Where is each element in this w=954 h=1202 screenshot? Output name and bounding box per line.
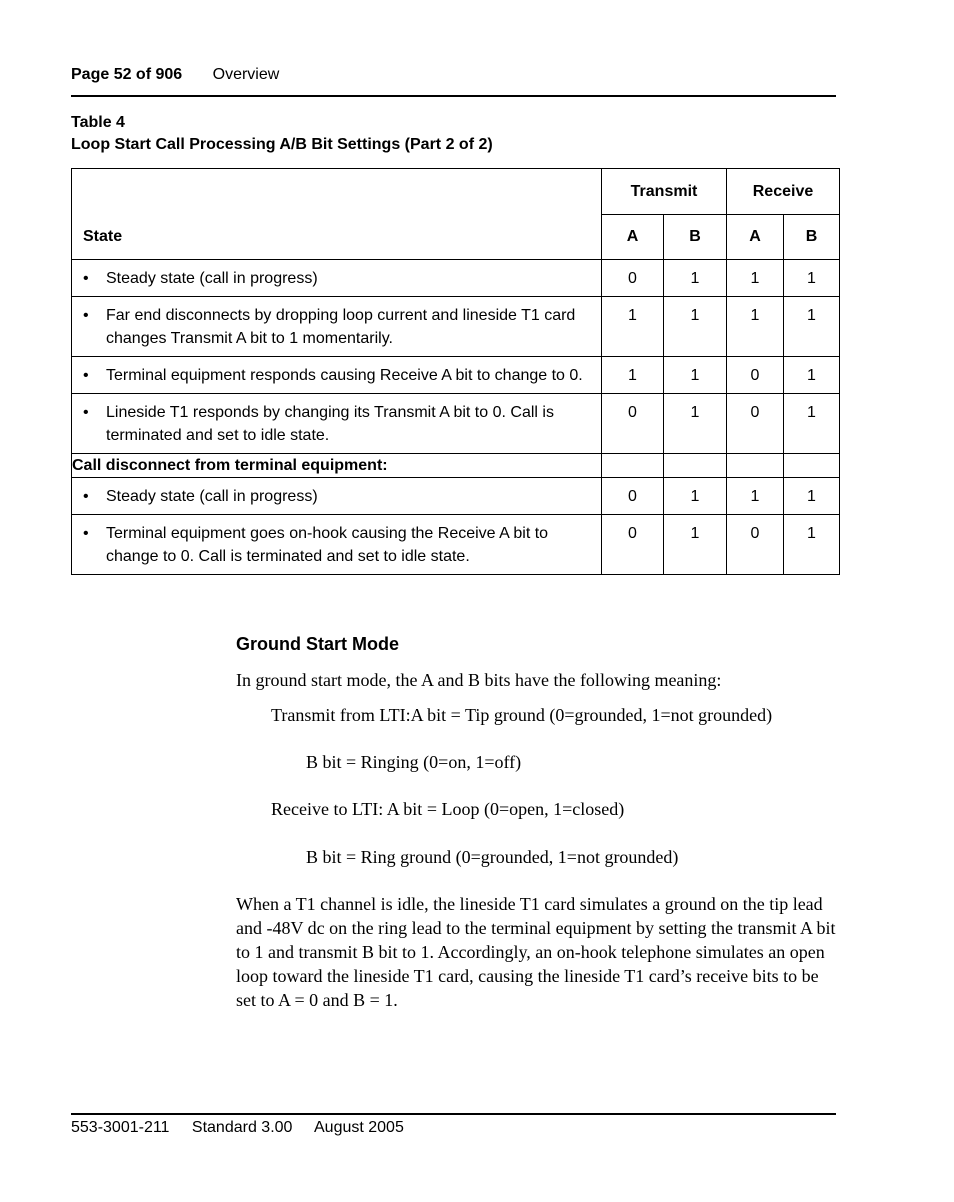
state-text: Terminal equipment responds causing Receive A bit to change to 0. [106, 367, 583, 384]
bit-value: 1 [664, 394, 727, 454]
bit-value: 0 [602, 478, 664, 515]
header-rule [71, 95, 836, 97]
state-text: Steady state (call in progress) [106, 488, 318, 505]
col-header-bit: B [664, 215, 727, 260]
section-label: Call disconnect from terminal equipment: [72, 454, 602, 478]
table-title: Loop Start Call Processing A/B Bit Settings (Part 2 of 2) [71, 136, 493, 153]
bit-value: 1 [664, 260, 727, 297]
page-header [71, 66, 279, 84]
bit-value: 0 [602, 515, 664, 575]
state-text: Steady state (call in progress) [106, 270, 318, 287]
table-row: • Steady state (call in progress) 0 1 1 1 [72, 260, 840, 297]
bit-value: 0 [727, 357, 784, 394]
table-number: Table 4 [71, 114, 125, 131]
table-row: • Steady state (call in progress) 0 1 1 1 [72, 478, 840, 515]
table-row: • Terminal equipment responds causing Receive A bit to change to 0. 1 1 0 1 [72, 357, 840, 394]
state-text: Terminal equipment goes on-hook causing the Receive A bit to change to 0. Call is terminated and set to idle state. [106, 525, 549, 565]
bit-value: 0 [602, 394, 664, 454]
bit-value: 1 [602, 297, 664, 357]
idle-channel-paragraph: When a T1 channel is idle, the lineside T1 card simulates a ground on the tip lead and -48V dc on the ring lead to the terminal equipment by setting the transmit A bit to 1 and transmit B bit to 1. Accordingly, an on-hook telephone simulates an open loop toward the lineside T1 card, causing the lineside T1 card’s receive bits to be set to A = 0 and B = 1. [236, 894, 836, 1010]
table-section-row [72, 454, 840, 478]
state-text: Far end disconnects by dropping loop current and lineside T1 card changes Transmit A bit to 1 momentarily. [106, 307, 576, 347]
bit-value: 1 [664, 515, 727, 575]
bit-value: 1 [784, 478, 840, 515]
col-header-bit: B [784, 215, 840, 260]
col-header-bit: A [727, 215, 784, 260]
intro-paragraph: In ground start mode, the A and B bits have the following meaning: [236, 670, 722, 690]
ab-bit-table [71, 168, 840, 575]
section-heading: Ground Start Mode [236, 634, 399, 654]
bit-value: 1 [784, 515, 840, 575]
table-row: • Lineside T1 responds by changing its Transmit A bit to 0. Call is terminated and set to idle state. 0 1 0 1 [72, 394, 840, 454]
bit-value: 1 [727, 260, 784, 297]
state-text: Lineside T1 responds by changing its Transmit A bit to 0. Call is terminated and set to idle state. [106, 404, 554, 444]
page-number: Page 52 of 906 [71, 66, 183, 83]
page-footer [71, 1119, 422, 1137]
col-header-receive: Receive [727, 169, 840, 215]
transmit-b-bit-line: B bit = Ringing (0=on, 1=off) [306, 752, 522, 772]
table-row: • Far end disconnects by dropping loop current and lineside T1 card changes Transmit A bit to 1 momentarily. 1 1 1 1 [72, 297, 840, 357]
col-header-transmit: Transmit [602, 169, 727, 215]
table-row: • Terminal equipment goes on-hook causing the Receive A bit to change to 0. Call is terminated and set to idle state. 0 1 0 1 [72, 515, 840, 575]
bit-value: 1 [602, 357, 664, 394]
bit-value: 1 [727, 478, 784, 515]
bit-value: 1 [784, 297, 840, 357]
transmit-a-bit-line: Transmit from LTI:A bit = Tip ground (0=grounded, 1=not grounded) [271, 705, 773, 725]
bit-value: 1 [727, 297, 784, 357]
col-header-state: State [72, 169, 602, 260]
bit-value: 1 [664, 357, 727, 394]
bit-value: 0 [727, 394, 784, 454]
standard-version: Standard 3.00 [191, 1119, 293, 1136]
receive-b-bit-line: B bit = Ring ground (0=grounded, 1=not grounded) [306, 847, 679, 867]
col-header-bit: A [602, 215, 664, 260]
bit-value: 1 [784, 260, 840, 297]
bit-value: 1 [664, 478, 727, 515]
document-number: 553-3001-211 [71, 1119, 170, 1136]
receive-a-bit-line: Receive to LTI: A bit = Loop (0=open, 1=closed) [271, 799, 625, 819]
bit-value: 0 [602, 260, 664, 297]
bit-value: 0 [727, 515, 784, 575]
bit-value: 1 [784, 394, 840, 454]
bit-value: 1 [784, 357, 840, 394]
section-name: Overview [212, 66, 280, 83]
bit-value: 1 [664, 297, 727, 357]
publication-date: August 2005 [314, 1119, 404, 1136]
footer-rule [71, 1113, 836, 1115]
